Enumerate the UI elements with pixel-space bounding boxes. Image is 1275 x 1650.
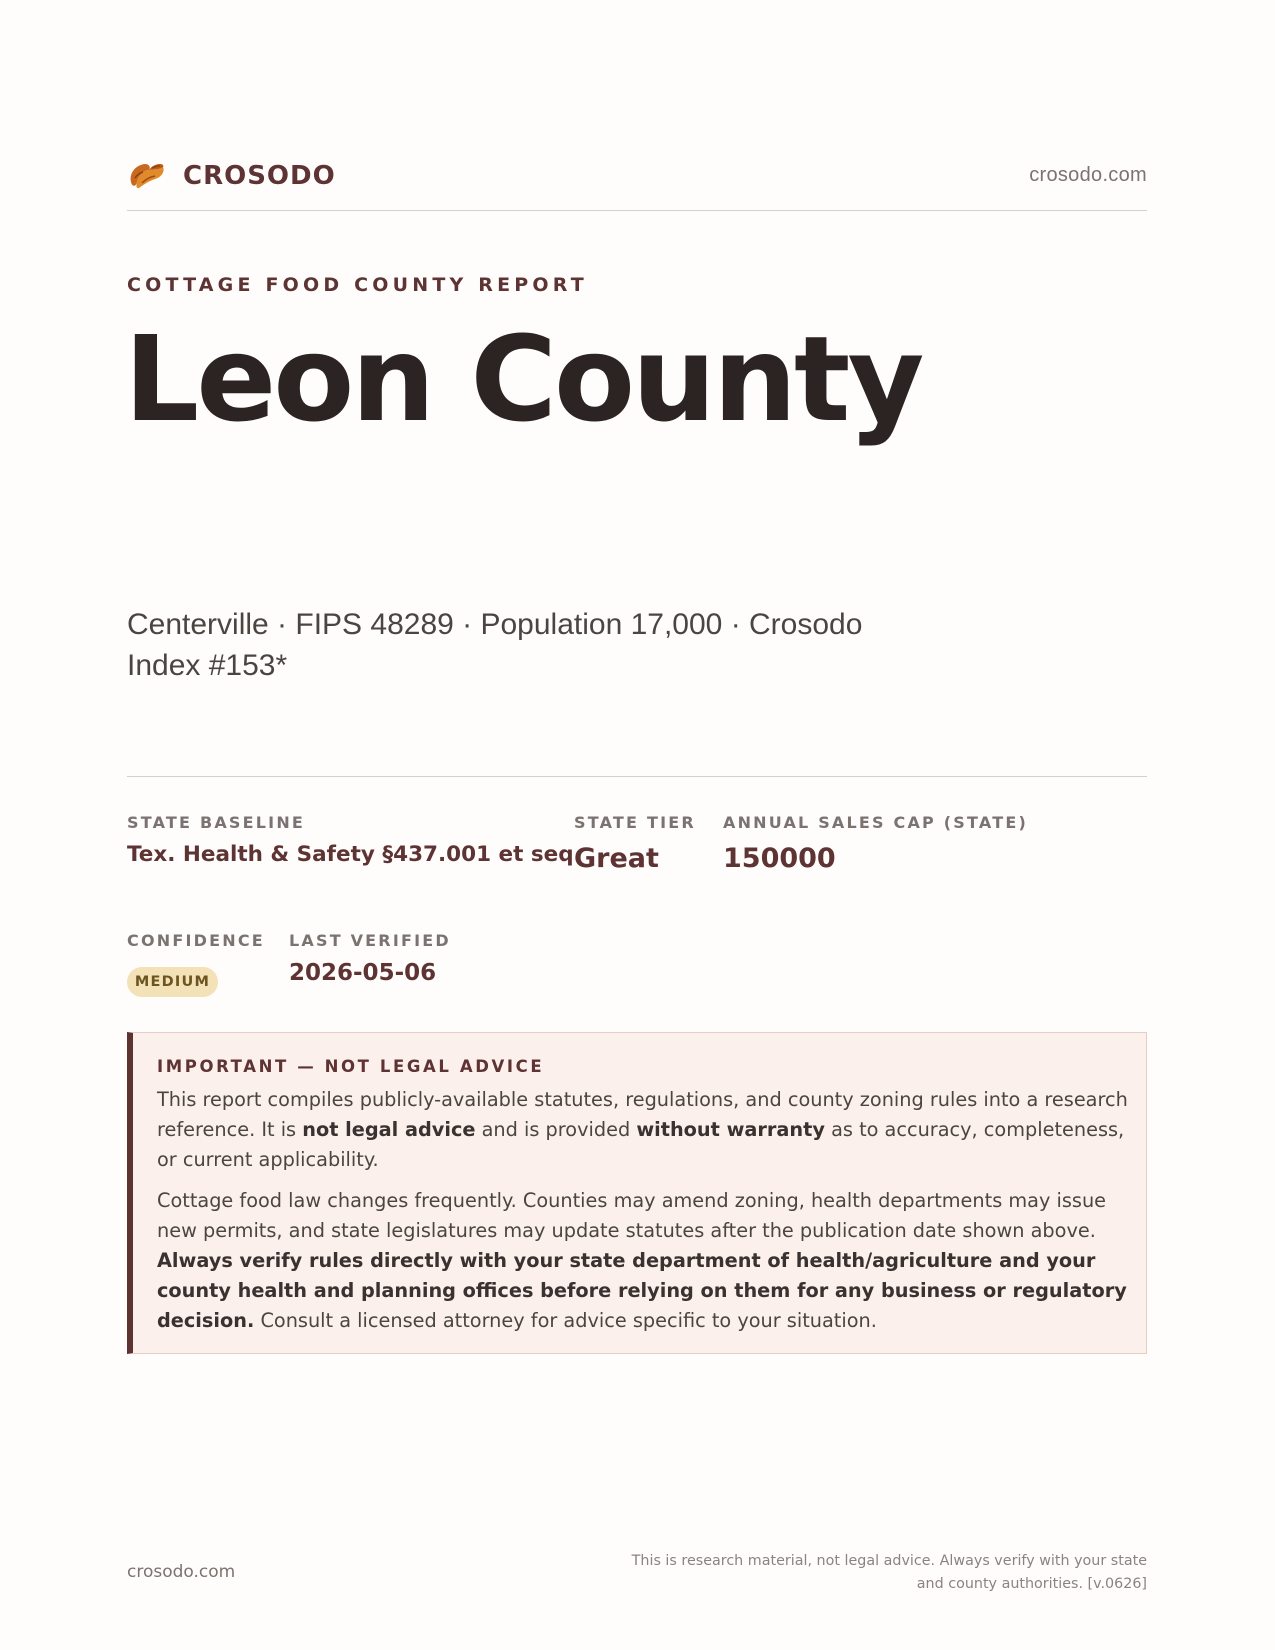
notice-paragraph-1: This report compiles publicly-available statutes, regulations, and county zoning rules into a research reference. It is not legal advice and is provided without warranty as to accuracy, completeness, or current applicability. bbox=[157, 1088, 1128, 1171]
footer-disclaimer: This is research material, not legal advice. Always verify with your state and county authorities. [v.0626] bbox=[631, 1553, 1147, 1592]
header-domain-link[interactable]: crosodo.com bbox=[1029, 164, 1147, 186]
footer-domain-link[interactable]: crosodo.com bbox=[127, 1562, 236, 1582]
legal-notice bbox=[127, 1032, 1147, 1354]
county-title: Leon County bbox=[124, 310, 922, 448]
state-tier-label: STATE TIER bbox=[574, 813, 696, 832]
page-header bbox=[127, 156, 1147, 211]
last-verified-label: LAST VERIFIED bbox=[289, 931, 451, 950]
brand-name: CROSODO bbox=[183, 161, 336, 191]
section-divider bbox=[127, 776, 1147, 777]
notice-paragraph-2: Cottage food law changes frequently. Counties may amend zoning, health departments may issue new permits, and state legislatures may update statutes after the publication date shown above. Always verify rules directly with your state department of health/agriculture and your county health and planning offices before relying on them for any business or regulatory decision. Consult a licensed attorney for advice specific to your situation. bbox=[157, 1189, 1127, 1332]
state-baseline-value: Tex. Health & Safety §437.001 et seq. bbox=[127, 842, 582, 867]
brand[interactable] bbox=[127, 156, 336, 196]
last-verified-value: 2026-05-06 bbox=[289, 960, 437, 986]
confidence-label: CONFIDENCE bbox=[127, 931, 265, 950]
confidence-badge: MEDIUM bbox=[127, 967, 218, 997]
sales-cap-label: ANNUAL SALES CAP (STATE) bbox=[723, 813, 1028, 832]
state-tier-value: Great bbox=[574, 843, 659, 874]
notice-title: IMPORTANT — NOT LEGAL ADVICE bbox=[157, 1057, 545, 1076]
state-baseline-label: STATE BASELINE bbox=[127, 813, 306, 832]
sales-cap-value: 150000 bbox=[723, 843, 836, 874]
croissant-icon bbox=[127, 156, 167, 196]
report-eyebrow: COTTAGE FOOD COUNTY REPORT bbox=[127, 274, 588, 296]
county-subtitle: Centerville · FIPS 48289 · Population 17,000 · Crosodo Index #153* bbox=[127, 608, 863, 682]
